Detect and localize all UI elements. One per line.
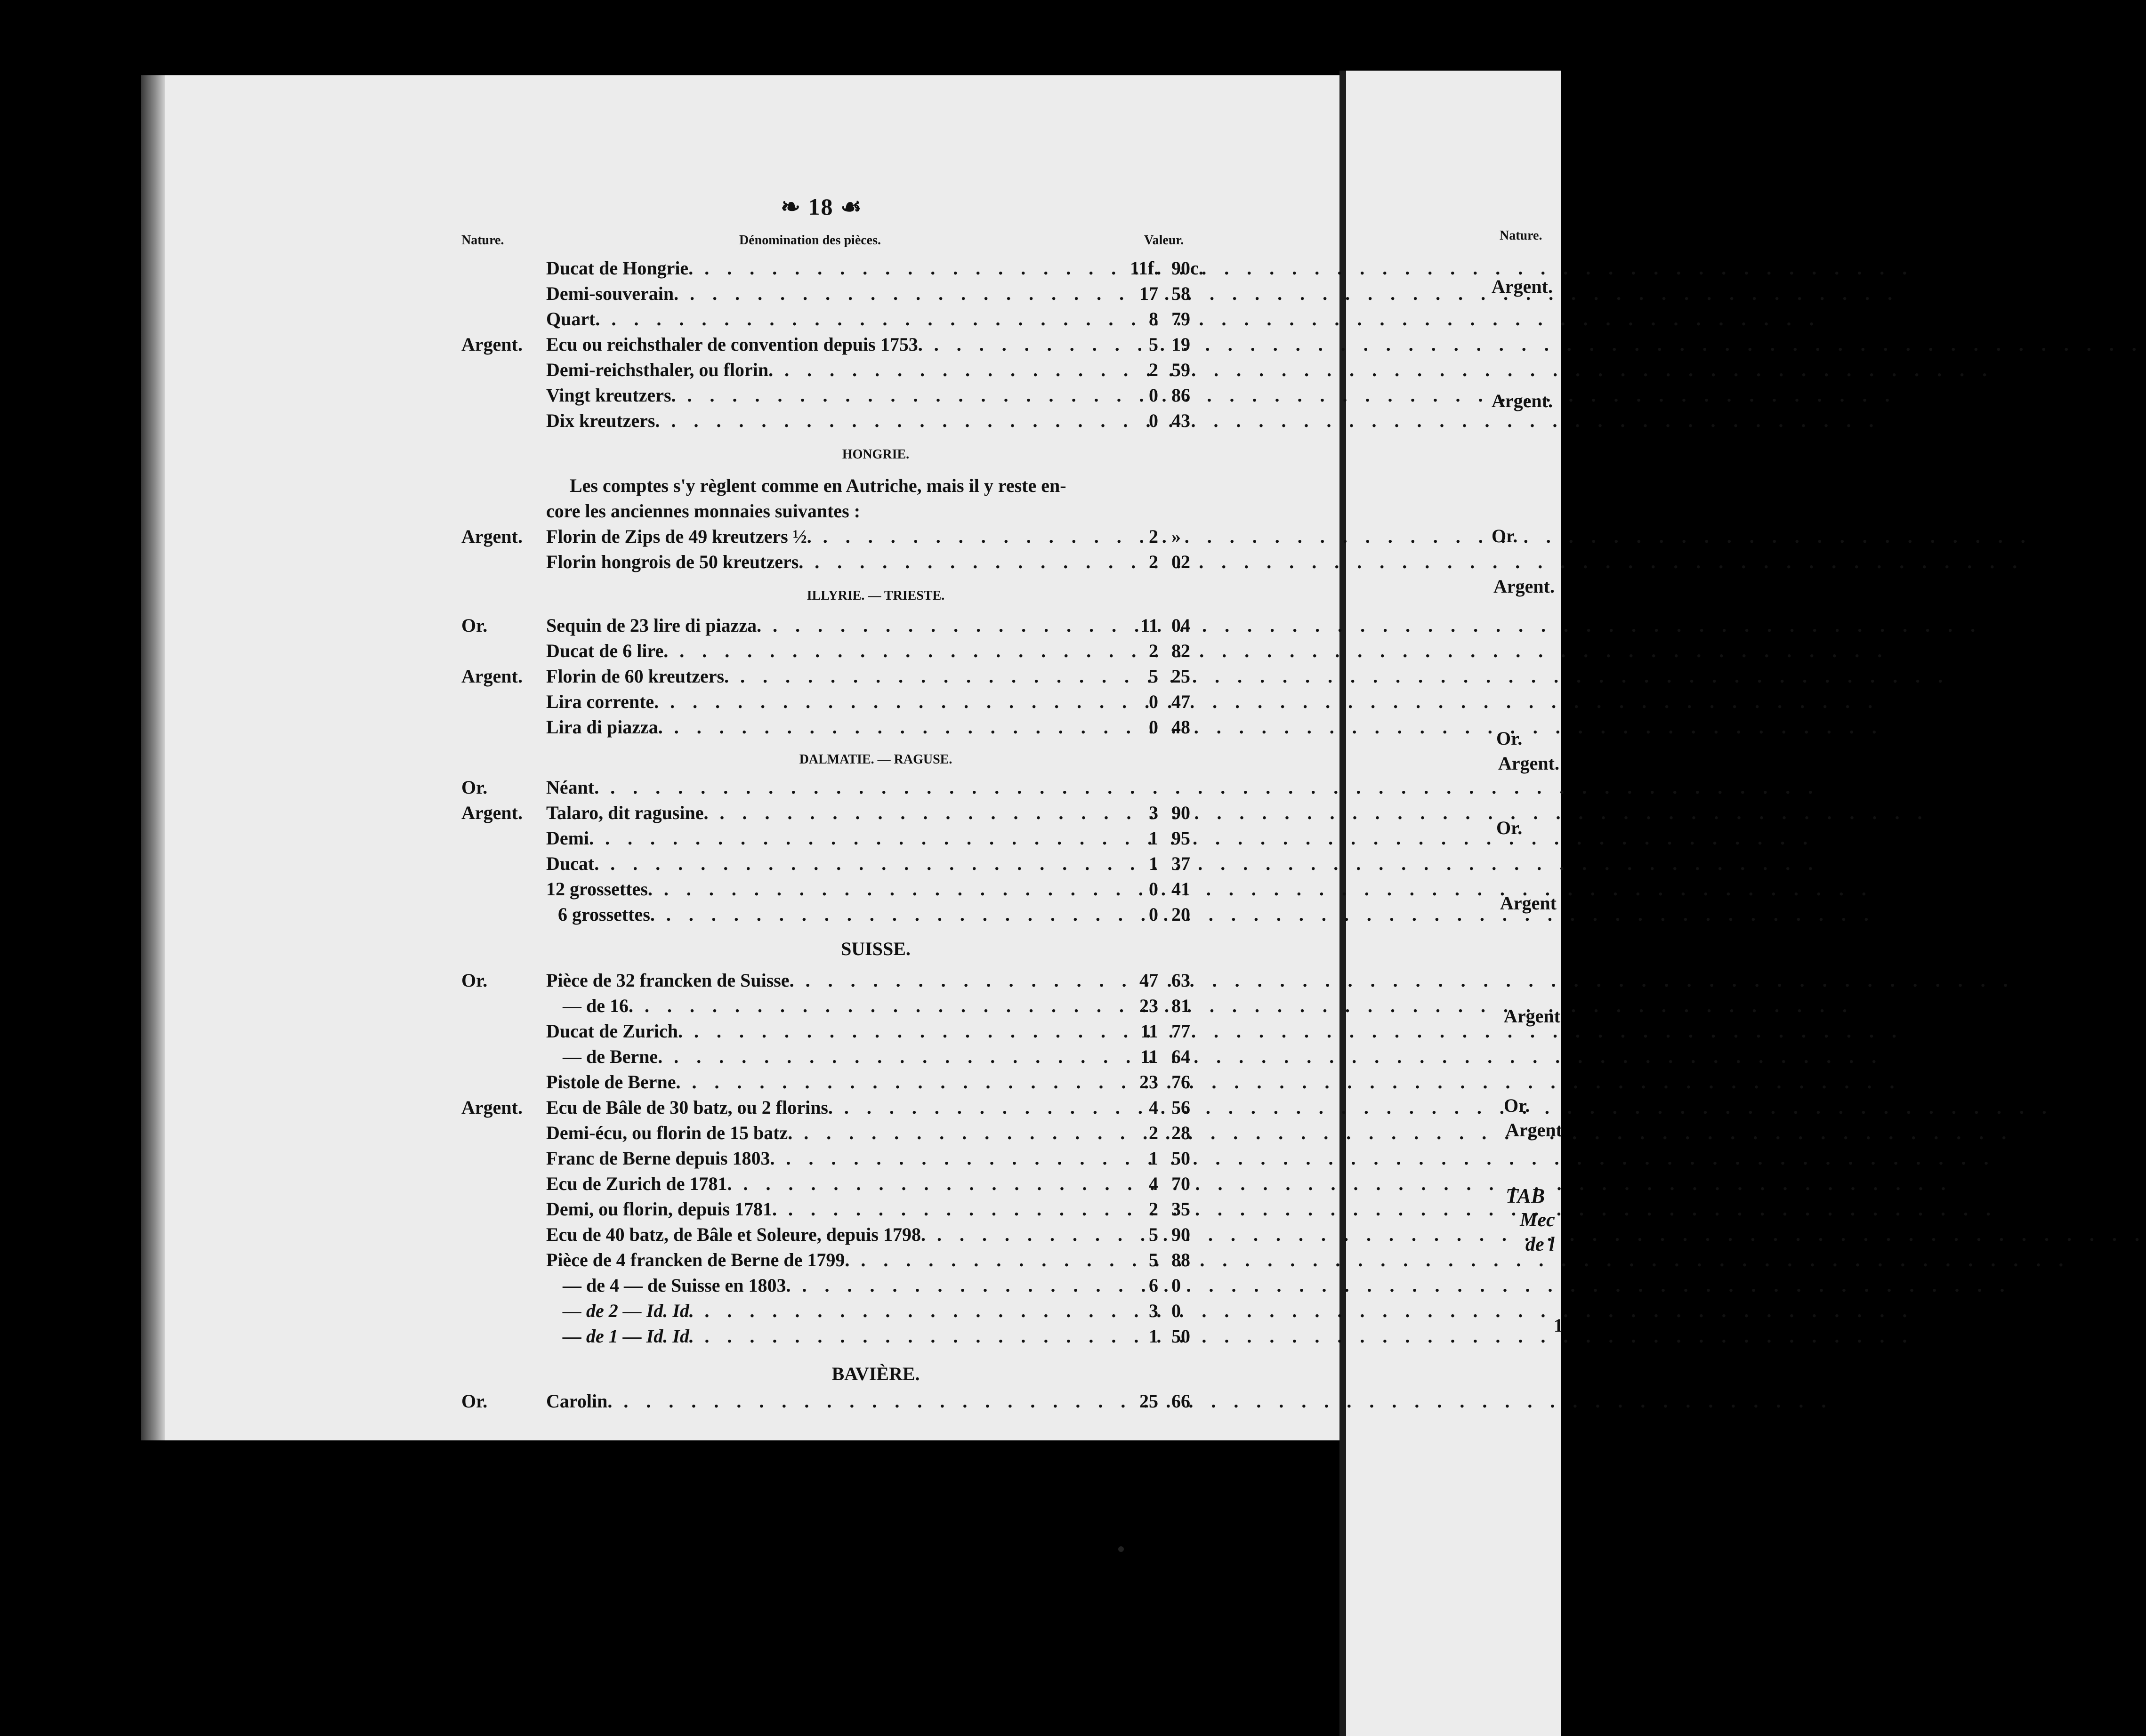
right-nature-label: Argent.: [1493, 576, 1555, 597]
row-cents: 77: [1171, 1021, 1190, 1042]
row-francs: 11: [1140, 1021, 1158, 1042]
row-name: 12 grossettes. . . .: [546, 876, 1132, 902]
row-francs: 0: [1149, 904, 1158, 925]
row-name: Demi-reichsthaler, ou florin. . . .: [546, 357, 1132, 383]
row-name: Lira di piazza. . . .: [546, 715, 1132, 740]
table-row: [0, 689, 1561, 715]
row-name: — de 4 — de Suisse en 1803. . . .: [546, 1273, 1149, 1298]
row-cents: 0: [1171, 1300, 1181, 1321]
row-francs: 0: [1149, 385, 1158, 406]
row-francs: 3: [1149, 1300, 1158, 1321]
row-name: Ecu de Bâle de 30 batz, ou 2 florins. . . .: [546, 1095, 1132, 1120]
row-francs: 11: [1140, 1046, 1158, 1067]
row-nature: Or.: [461, 970, 488, 991]
row-cents: 02: [1171, 551, 1190, 572]
row-francs: 2: [1149, 640, 1158, 661]
section-title-hongrie: HONGRIE.: [842, 447, 910, 462]
table-row: [0, 993, 1561, 1019]
table-row: [0, 638, 1561, 664]
row-francs: 0: [1149, 716, 1158, 738]
row-name: Ducat de Zurich. . . .: [546, 1019, 1132, 1044]
row-francs: 3: [1149, 802, 1158, 823]
row-cents: 76: [1171, 1071, 1190, 1093]
row-francs: 23: [1139, 995, 1158, 1016]
table-row: [0, 549, 1561, 575]
row-name: Ecu de Zurich de 1781. . . .: [546, 1171, 1132, 1197]
row-cents: 70: [1171, 1173, 1190, 1194]
row-name: Lira corrente. . . .: [546, 689, 1132, 715]
row-cents: 04: [1171, 615, 1190, 636]
table-row: [0, 1197, 1561, 1222]
right-nature-label: Argent.: [1492, 276, 1553, 297]
table-row: [0, 1324, 1561, 1349]
row-francs: 2: [1149, 1122, 1158, 1143]
right-nature-label: Or.: [1492, 525, 1518, 547]
hongrie-note-line2: core les anciennes monnaies suivantes :: [546, 500, 861, 522]
row-francs: 4: [1149, 1173, 1158, 1194]
right-nature-label: Or.: [1496, 728, 1523, 749]
row-cents: 79: [1171, 308, 1190, 330]
row-cents: 81: [1171, 995, 1190, 1016]
row-name: Florin de 60 kreutzers. . . .: [546, 664, 1132, 689]
row-name: Ducat de 6 lire. . . .: [546, 638, 1132, 664]
row-nature: Or.: [461, 1390, 488, 1412]
row-cents: 43: [1171, 410, 1190, 431]
table-row: [0, 800, 1561, 826]
row-cents: 35: [1171, 1198, 1190, 1220]
right-tab-line: de l: [1525, 1234, 1555, 1255]
row-nature: Argent.: [461, 666, 523, 687]
table-row: [0, 1222, 1561, 1247]
row-cents: 20: [1171, 904, 1190, 925]
row-cents: 58: [1171, 283, 1190, 304]
table-row: [0, 1095, 1561, 1120]
table-row: [0, 1019, 1561, 1044]
right-tab-line: Mec: [1520, 1209, 1555, 1231]
row-cents: »: [1171, 526, 1181, 547]
row-cents: 63: [1171, 970, 1190, 991]
row-cents: 0: [1171, 1275, 1181, 1296]
row-name: Pièce de 32 francken de Suisse. . . .: [546, 968, 1132, 993]
row-francs: 2: [1149, 1198, 1158, 1220]
row-nature: Or.: [461, 777, 488, 798]
right-nature-label: Argent.: [1498, 753, 1559, 774]
row-name: Ducat. . . .: [546, 851, 1132, 876]
table-row: [0, 613, 1561, 638]
row-cents: 90: [1171, 802, 1190, 823]
row-nature: Or.: [461, 615, 488, 636]
row-name: 6 grossettes. . . .: [546, 902, 1144, 927]
row-cents: 19: [1171, 334, 1190, 355]
table-row: [0, 1069, 1561, 1095]
table-row: [0, 1146, 1561, 1171]
row-cents: 50: [1171, 1148, 1190, 1169]
page-number: ❧ 18 ☙: [781, 193, 863, 220]
right-nature-label: Argent: [1504, 1005, 1560, 1027]
table-row: [0, 1120, 1561, 1146]
table-row: [0, 876, 1561, 902]
row-cents: 95: [1171, 828, 1190, 849]
row-francs: 0: [1149, 878, 1158, 900]
table-row: [0, 775, 1561, 800]
row-name: Ecu de 40 batz, de Bâle et Soleure, depuis 1798. . . .: [546, 1222, 1132, 1247]
row-cents: 48: [1171, 716, 1190, 738]
row-cents: 66: [1171, 1390, 1190, 1412]
row-francs: 5: [1149, 1249, 1158, 1270]
row-name: Sequin de 23 lire di piazza. . . .: [546, 613, 1132, 638]
row-cents: 25: [1171, 666, 1190, 687]
row-name: Carolin. . . .: [546, 1389, 1132, 1414]
row-francs: 4: [1149, 1097, 1158, 1118]
row-francs: 8: [1149, 308, 1158, 330]
table-row: [0, 1247, 1561, 1273]
table-row: [0, 408, 1561, 434]
table-row: [0, 306, 1561, 332]
row-francs: 11: [1140, 615, 1158, 636]
row-cents: 90: [1171, 1224, 1190, 1245]
row-francs: 1: [1149, 1148, 1158, 1169]
header-nature: Nature.: [461, 233, 504, 248]
row-name: Demi-souverain. . . .: [546, 281, 1132, 306]
row-name: Vingt kreutzers. . . .: [546, 383, 1132, 408]
table-row: [0, 902, 1561, 927]
table-row: [0, 851, 1561, 876]
row-francs: 2: [1149, 551, 1158, 572]
table-row: [0, 1044, 1561, 1069]
table-row: [0, 715, 1561, 740]
row-francs: 1: [1149, 1326, 1158, 1347]
row-francs: 0: [1149, 410, 1158, 431]
row-name: Florin hongrois de 50 kreutzers. . . .: [546, 549, 1132, 575]
right-nature-label: Argent: [1506, 1119, 1562, 1141]
table-row: [0, 383, 1561, 408]
row-nature: Argent.: [461, 334, 523, 355]
table-row: [0, 1298, 1561, 1324]
row-cents: 88: [1171, 1249, 1190, 1270]
row-cents: 47: [1171, 691, 1190, 712]
table-row: [0, 664, 1561, 689]
row-francs: 5: [1149, 334, 1158, 355]
section-title-suisse: SUISSE.: [841, 938, 911, 959]
section-title-illyrie: ILLYRIE. — TRIESTE.: [807, 588, 945, 603]
right-nature-label: Or.: [1504, 1095, 1530, 1116]
row-francs: 25: [1139, 1390, 1158, 1412]
row-francs: 2: [1149, 359, 1158, 380]
right-header-nature: Nature.: [1500, 228, 1542, 243]
row-cents: 56: [1171, 1097, 1190, 1118]
table-row: [0, 1171, 1561, 1197]
row-name: Pièce de 4 francken de Berne de 1799. . . .: [546, 1247, 1132, 1273]
row-francs: 2: [1149, 526, 1158, 547]
row-cents: 86: [1171, 385, 1190, 406]
section-title-baviere: BAVIÈRE.: [831, 1363, 920, 1384]
row-francs: 11f.: [1130, 257, 1159, 279]
row-francs: 23: [1139, 1071, 1158, 1093]
row-francs: 47: [1139, 970, 1158, 991]
row-francs: 17: [1139, 283, 1158, 304]
hongrie-note-line1: Les comptes s'y règlent comme en Autriche, mais il y reste en-: [570, 475, 1066, 496]
section-title-dalmatie: DALMATIE. — RAGUSE.: [799, 752, 952, 767]
row-name: Dix kreutzers. . . .: [546, 408, 1132, 434]
row-francs: 1: [1149, 853, 1158, 874]
row-francs: 5: [1149, 666, 1158, 687]
row-nature: Argent.: [461, 802, 523, 823]
row-francs: 0: [1149, 691, 1158, 712]
row-cents: 28: [1171, 1122, 1190, 1143]
row-name: Ducat de Hongrie. . . .: [546, 256, 1132, 281]
row-cents: 37: [1171, 853, 1190, 874]
row-name-no-leader: [546, 775, 1819, 800]
row-name: — de 16. . . .: [546, 993, 1149, 1019]
row-name: Florin de Zips de 49 kreutzers ½. . . .: [546, 524, 1132, 549]
right-nature-label: Argent.: [1492, 390, 1553, 411]
row-name: Demi-écu, ou florin de 15 batz. . . .: [546, 1120, 1132, 1146]
ink-dot: [1118, 1546, 1124, 1552]
table-row: [0, 826, 1561, 851]
row-cents: 59: [1171, 359, 1190, 380]
row-cents: 90c.: [1171, 257, 1203, 279]
table-row: [0, 281, 1561, 306]
row-name: Talaro, dit ragusine. . . .: [546, 800, 1132, 826]
row-cents: 41: [1171, 878, 1190, 900]
right-tab-line: TAB: [1506, 1184, 1545, 1207]
row-name: Demi, ou florin, depuis 1781. . . .: [546, 1197, 1132, 1222]
row-francs: 1: [1149, 828, 1158, 849]
row-francs: 5: [1149, 1224, 1158, 1245]
table-row: [0, 256, 1561, 281]
row-name: — de 2 — Id. Id. . . .: [546, 1298, 1149, 1324]
right-nature-label: Argent: [1500, 892, 1557, 914]
table-row: [0, 357, 1561, 383]
row-nature: Argent.: [461, 526, 523, 547]
table-row: [0, 524, 1561, 549]
table-row: [0, 968, 1561, 993]
table-row: [0, 1389, 1561, 1414]
row-nature: Argent.: [461, 1097, 523, 1118]
row-name: Franc de Berne depuis 1803. . . .: [546, 1146, 1132, 1171]
row-cents: 50: [1171, 1326, 1190, 1347]
table-row: [0, 1273, 1561, 1298]
row-cents: 82: [1171, 640, 1190, 661]
header-denomination: Dénomination des pièces.: [739, 233, 881, 248]
right-nature-label: Or.: [1496, 817, 1523, 838]
row-name: Néant.: [546, 777, 599, 798]
row-name: — de Berne. . . .: [546, 1044, 1149, 1069]
row-name: — de 1 — Id. Id. . . .: [546, 1324, 1149, 1349]
header-valeur: Valeur.: [1144, 233, 1184, 248]
row-name: Demi. . . .: [546, 826, 1132, 851]
row-name: Ecu ou reichsthaler de convention depuis 1753. . . .: [546, 332, 1132, 357]
row-francs: 6: [1149, 1275, 1158, 1296]
row-name: Quart. . . .: [546, 306, 1132, 332]
right-number: 1: [1554, 1315, 1563, 1336]
row-cents: 64: [1171, 1046, 1190, 1067]
row-name: Pistole de Berne. . . .: [546, 1069, 1132, 1095]
table-row: [0, 332, 1561, 357]
